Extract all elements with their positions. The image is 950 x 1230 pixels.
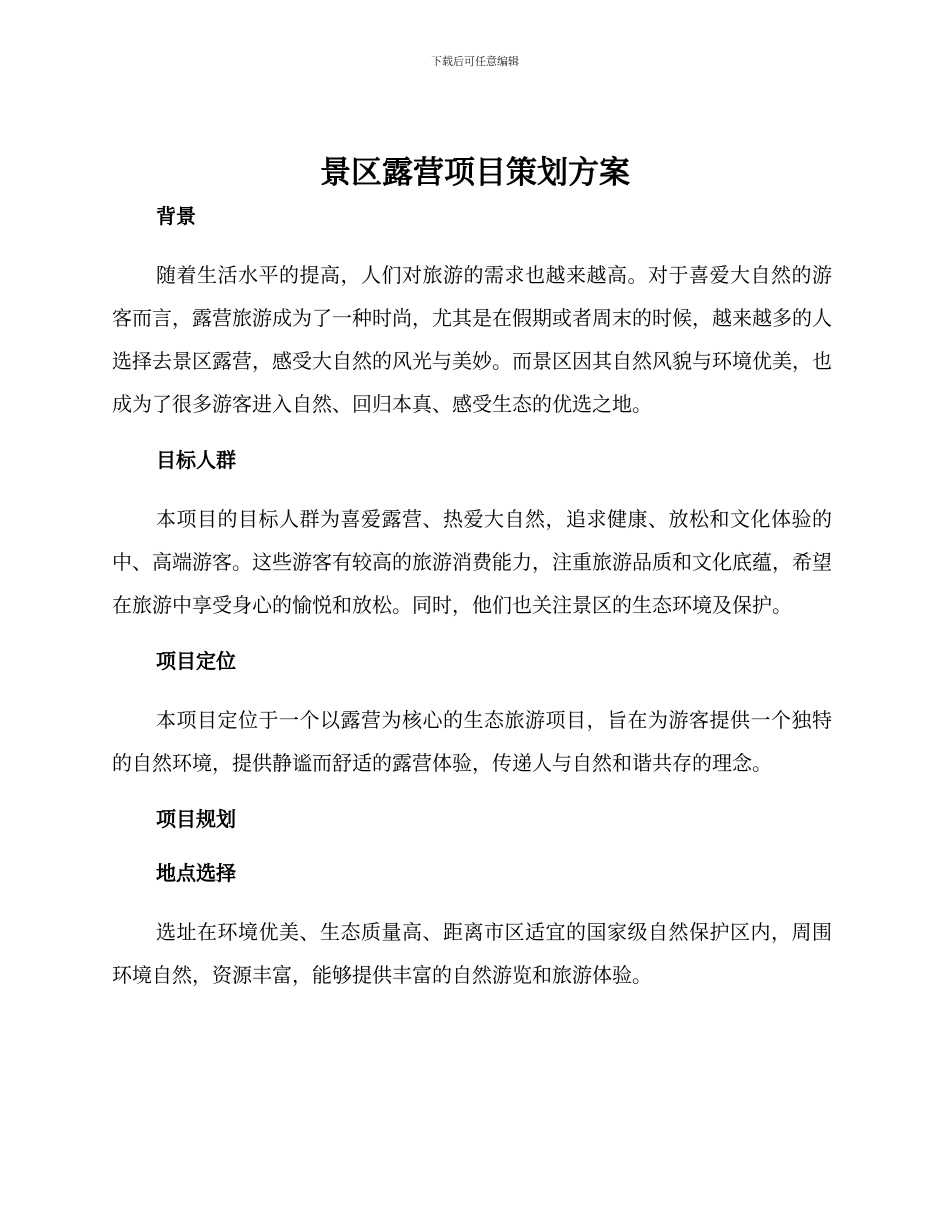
section-heading-background: 背景 xyxy=(156,204,196,228)
header-note: 下载后可任意编辑 xyxy=(431,55,519,68)
section-heading-site-selection: 地点选择 xyxy=(156,861,236,885)
section-heading-planning: 项目规划 xyxy=(156,807,236,831)
paragraph-background: 随着生活水平的提高，人们对旅游的需求也越来越高。对于喜爱大自然的游客而言，露营旅游成为了一种时尚，尤其是在假期或者周末的时候，越来越多的人选择去景区露营，感受大自然的风光与美妙。而景区因其自然风貌与环境优美，也成为了很多游客进入自然、回归本真、感受生态的优选之地。 xyxy=(112,263,832,416)
paragraph-site-selection: 选址在环境优美、生态质量高、距离市区适宜的国家级自然保护区内，周围环境自然，资源丰富，能够提供丰富的自然游览和旅游体验。 xyxy=(112,920,832,987)
page-title: 景区露营项目策划方案 xyxy=(320,155,630,191)
document-body xyxy=(112,200,832,997)
section-heading-target-audience: 目标人群 xyxy=(156,448,236,472)
paragraph-target-audience: 本项目的目标人群为喜爱露营、热爱大自然，追求健康、放松和文化体验的中、高端游客。这些游客有较高的旅游消费能力，注重旅游品质和文化底蕴，希望在旅游中享受身心的愉悦和放松。同时，他们也关注景区的生态环境及保护。 xyxy=(112,507,832,617)
paragraph-positioning: 本项目定位于一个以露营为核心的生态旅游项目，旨在为游客提供一个独特的自然环境，提供静谧而舒适的露营体验，传递人与自然和谐共存的理念。 xyxy=(112,708,832,775)
section-heading-positioning: 项目定位 xyxy=(156,649,236,673)
